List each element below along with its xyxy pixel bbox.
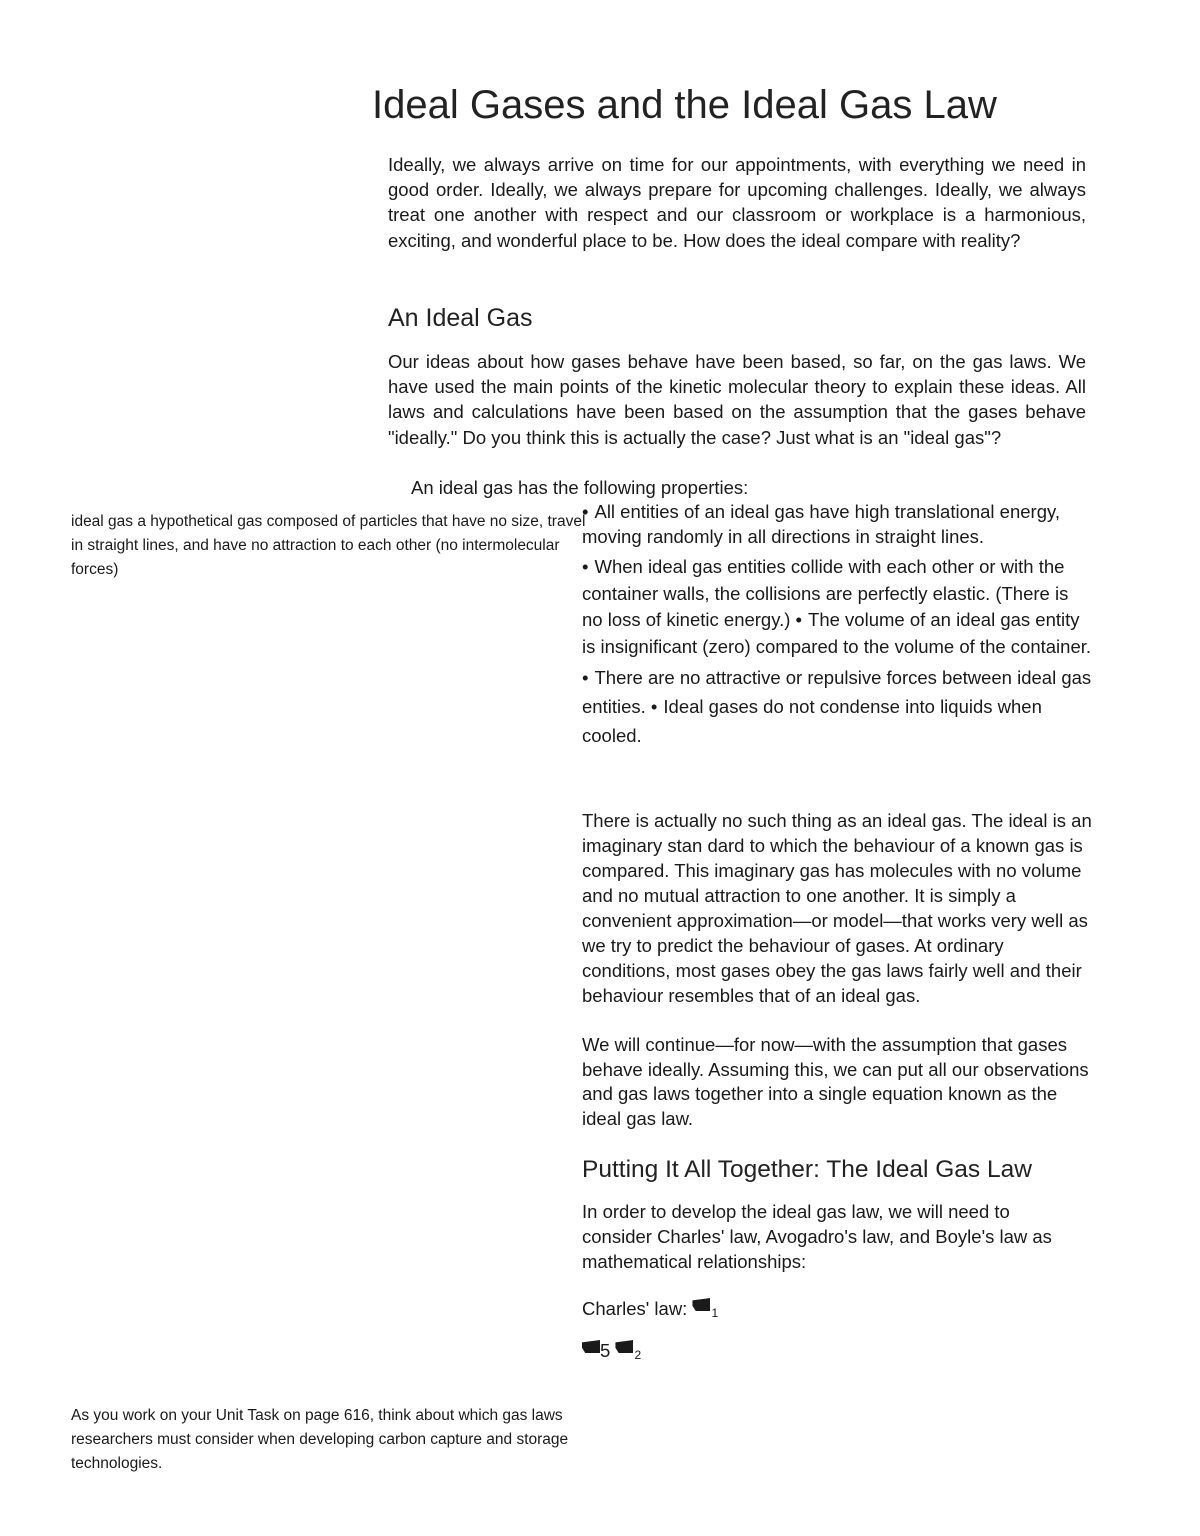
formula-glyph-icon — [615, 1340, 633, 1353]
page-title: Ideal Gases and the Ideal Gas Law — [372, 83, 997, 127]
properties-intro: An ideal gas has the following properties: — [411, 477, 749, 498]
list-item — [582, 663, 1092, 750]
bullet-text: When ideal gas entities collide with each other or with the container walls, the collisions are perfectly elastic. (There is no loss of kinetic energy.) — [582, 556, 1069, 630]
formula-glyph-icon — [582, 1340, 600, 1353]
no-ideal-gas-paragraph: There is actually no such thing as an ideal gas. The ideal is an imaginary stan dard to which the behaviour of a known gas is compared. This imaginary gas has molecules with no volume and no mutual attraction to one another. It is simply a convenient approximation—or model—that works very well as we try to predict the behaviour of gases. At ordinary conditions, most gases obey the gas laws fairly well and their behaviour resembles that of an ideal gas. — [582, 810, 1092, 1006]
charles-law-line — [582, 1295, 718, 1327]
bullet-icon: • — [650, 696, 658, 717]
bullet-icon: • — [795, 609, 803, 630]
list-item — [582, 499, 1092, 549]
ideal-gas-paragraph: Our ideas about how gases behave have been based, so far, on the gas laws. We have used the main points of the kinetic molecular theory to explain these ideas. All laws and calculations have been based on the assumption that the gases behave "ideally." Do you think this is actually the case? Just what is an "ideal gas"? — [388, 351, 1086, 448]
continue-paragraph: We will continue—for now—with the assumption that gases behave ideally. Assuming this, we can put all our observations and gas laws together into a single equation known as the ideal gas law. — [582, 1034, 1089, 1129]
margin-definition: ideal gas a hypothetical gas composed of particles that have no size, travel in straight lines, and have no attraction to each other (no intermolecular forces) — [71, 513, 586, 578]
bullet-icon: • — [582, 667, 589, 688]
bullet-icon: • — [582, 556, 589, 577]
charles-law-label: Charles' law: — [582, 1298, 688, 1319]
equation-line — [582, 1337, 641, 1369]
bullet-text: There are no attractive or repulsive forces between ideal gas entities. — [582, 667, 1092, 717]
list-item — [582, 554, 1092, 660]
section-heading-ideal-gas: An Ideal Gas — [388, 304, 533, 332]
equation-equals: 5 — [600, 1340, 611, 1361]
formula-glyph-icon — [692, 1298, 710, 1311]
bullet-text: The volume of an ideal gas entity is insignificant (zero) compared to the volume of the container. — [582, 609, 1092, 657]
margin-unit-task-note: As you work on your Unit Task on page 616, think about which gas laws researchers must consider when developing carbon capture and storage technologies. — [71, 1407, 569, 1472]
subscript: 1 — [711, 1306, 719, 1320]
properties-list — [582, 499, 1092, 750]
bullet-text: Ideal gases do not condense into liquids when cooled. — [582, 696, 1042, 746]
bullet-icon: • — [582, 501, 589, 522]
develop-law-paragraph: In order to develop the ideal gas law, we will need to consider Charles' law, Avogadro's law, and Boyle's law as mathematical relationships: — [582, 1201, 1052, 1273]
section-heading-putting-together: Putting It All Together: The Ideal Gas Law — [582, 1156, 1032, 1183]
bullet-text: All entities of an ideal gas have high translational energy, moving randomly in all directions in straight lines. — [582, 501, 1061, 547]
intro-paragraph: Ideally, we always arrive on time for our appointments, with everything we need in good order. Ideally, we always prepare for upcoming challenges. Ideally, we always treat one another with respect and our classroom or workplace is a harmonious, exciting, and wonderful place to be. How does the ideal compare with reality? — [388, 154, 1086, 251]
subscript: 2 — [634, 1348, 642, 1362]
